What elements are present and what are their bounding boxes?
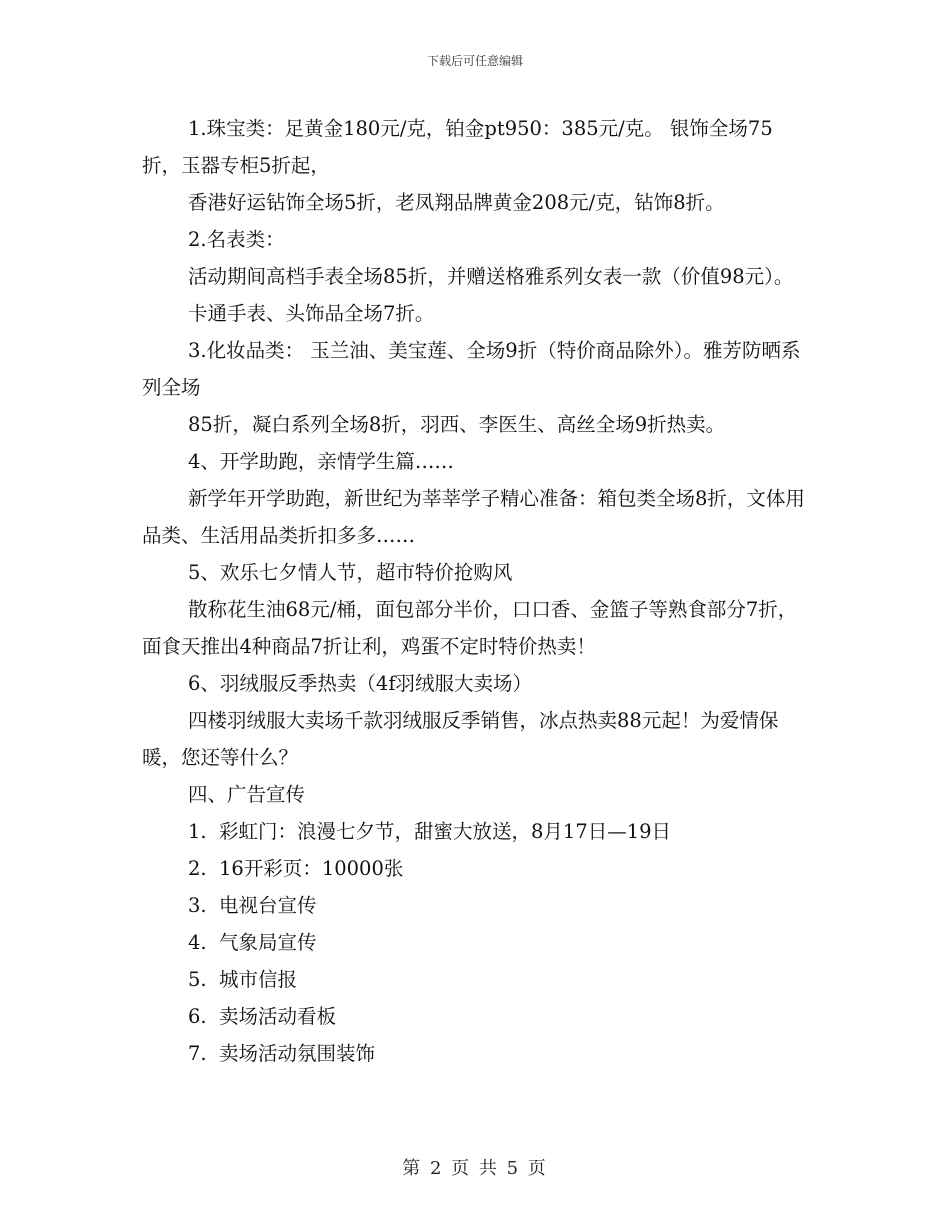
document-body: [142, 110, 810, 1072]
ad-list-item: 3. 电视台宣传: [188, 894, 317, 917]
heading-down-jacket: 6、羽绒服反季热卖（4f羽绒服大卖场）: [188, 672, 533, 695]
paragraph-jewelry: 1.珠宝类：足黄金180元/克，铂金pt950：385元/克。 银饰全场75折，玉器专柜5折起，: [142, 117, 773, 177]
heading-watches: 2.名表类：: [188, 228, 285, 251]
ad-list-item: 6. 卖场活动看板: [188, 1005, 337, 1028]
paragraph-watches: 活动期间高档手表全场85折，并赠送格雅系列女表一款（价值98元）。: [188, 265, 794, 288]
paragraph-qixi: 散称花生油68元/桶，面包部分半价，口口香、金篮子等熟食部分7折，面食天推出4种商品7折让利，鸡蛋不定时特价热卖！: [142, 598, 798, 658]
paragraph-jewelry-hk: 香港好运钻饰全场5折，老凤翔品牌黄金208元/克，钻饰8折。: [188, 191, 725, 214]
paragraph-down-jacket: 四楼羽绒服大卖场千款羽绒服反季销售，冰点热卖88元起！为爱情保暖，您还等什么？: [142, 709, 779, 769]
heading-back-to-school: 4、开学助跑，亲情学生篇……: [188, 450, 454, 473]
ad-list-item: 4. 气象局宣传: [188, 931, 317, 954]
paragraph-cosmetics: 3.化妆品类： 玉兰油、美宝莲、全场9折（特价商品除外）。雅芳防晒系列全场: [142, 339, 801, 399]
paragraph-back-to-school: 新学年开学助跑，新世纪为莘莘学子精心准备：箱包类全场8折，文体用品类、生活用品类折扣多多……: [142, 487, 805, 547]
paragraph-cartoon-watches: 卡通手表、头饰品全场7折。: [188, 302, 435, 325]
heading-qixi: 5、欢乐七夕情人节，超市特价抢购风: [188, 561, 513, 584]
heading-advertising: 四、广告宣传: [188, 783, 306, 806]
ad-list-item: 2. 16开彩页：10000张: [188, 857, 404, 880]
ad-list-item: 1. 彩虹门：浪漫七夕节，甜蜜大放送，8月17日—19日: [188, 820, 672, 843]
ad-list-item: 5. 城市信报: [188, 968, 298, 991]
paragraph-cosmetics-cont: 85折，凝白系列全场8折，羽西、李医生、高丝全场9折热卖。: [188, 413, 726, 436]
ad-list-item: 7. 卖场活动氛围装饰: [188, 1042, 376, 1065]
page-header-note: 下载后可任意编辑: [426, 54, 523, 68]
page-number-footer: 第 2 页 共 5 页: [402, 1158, 548, 1179]
